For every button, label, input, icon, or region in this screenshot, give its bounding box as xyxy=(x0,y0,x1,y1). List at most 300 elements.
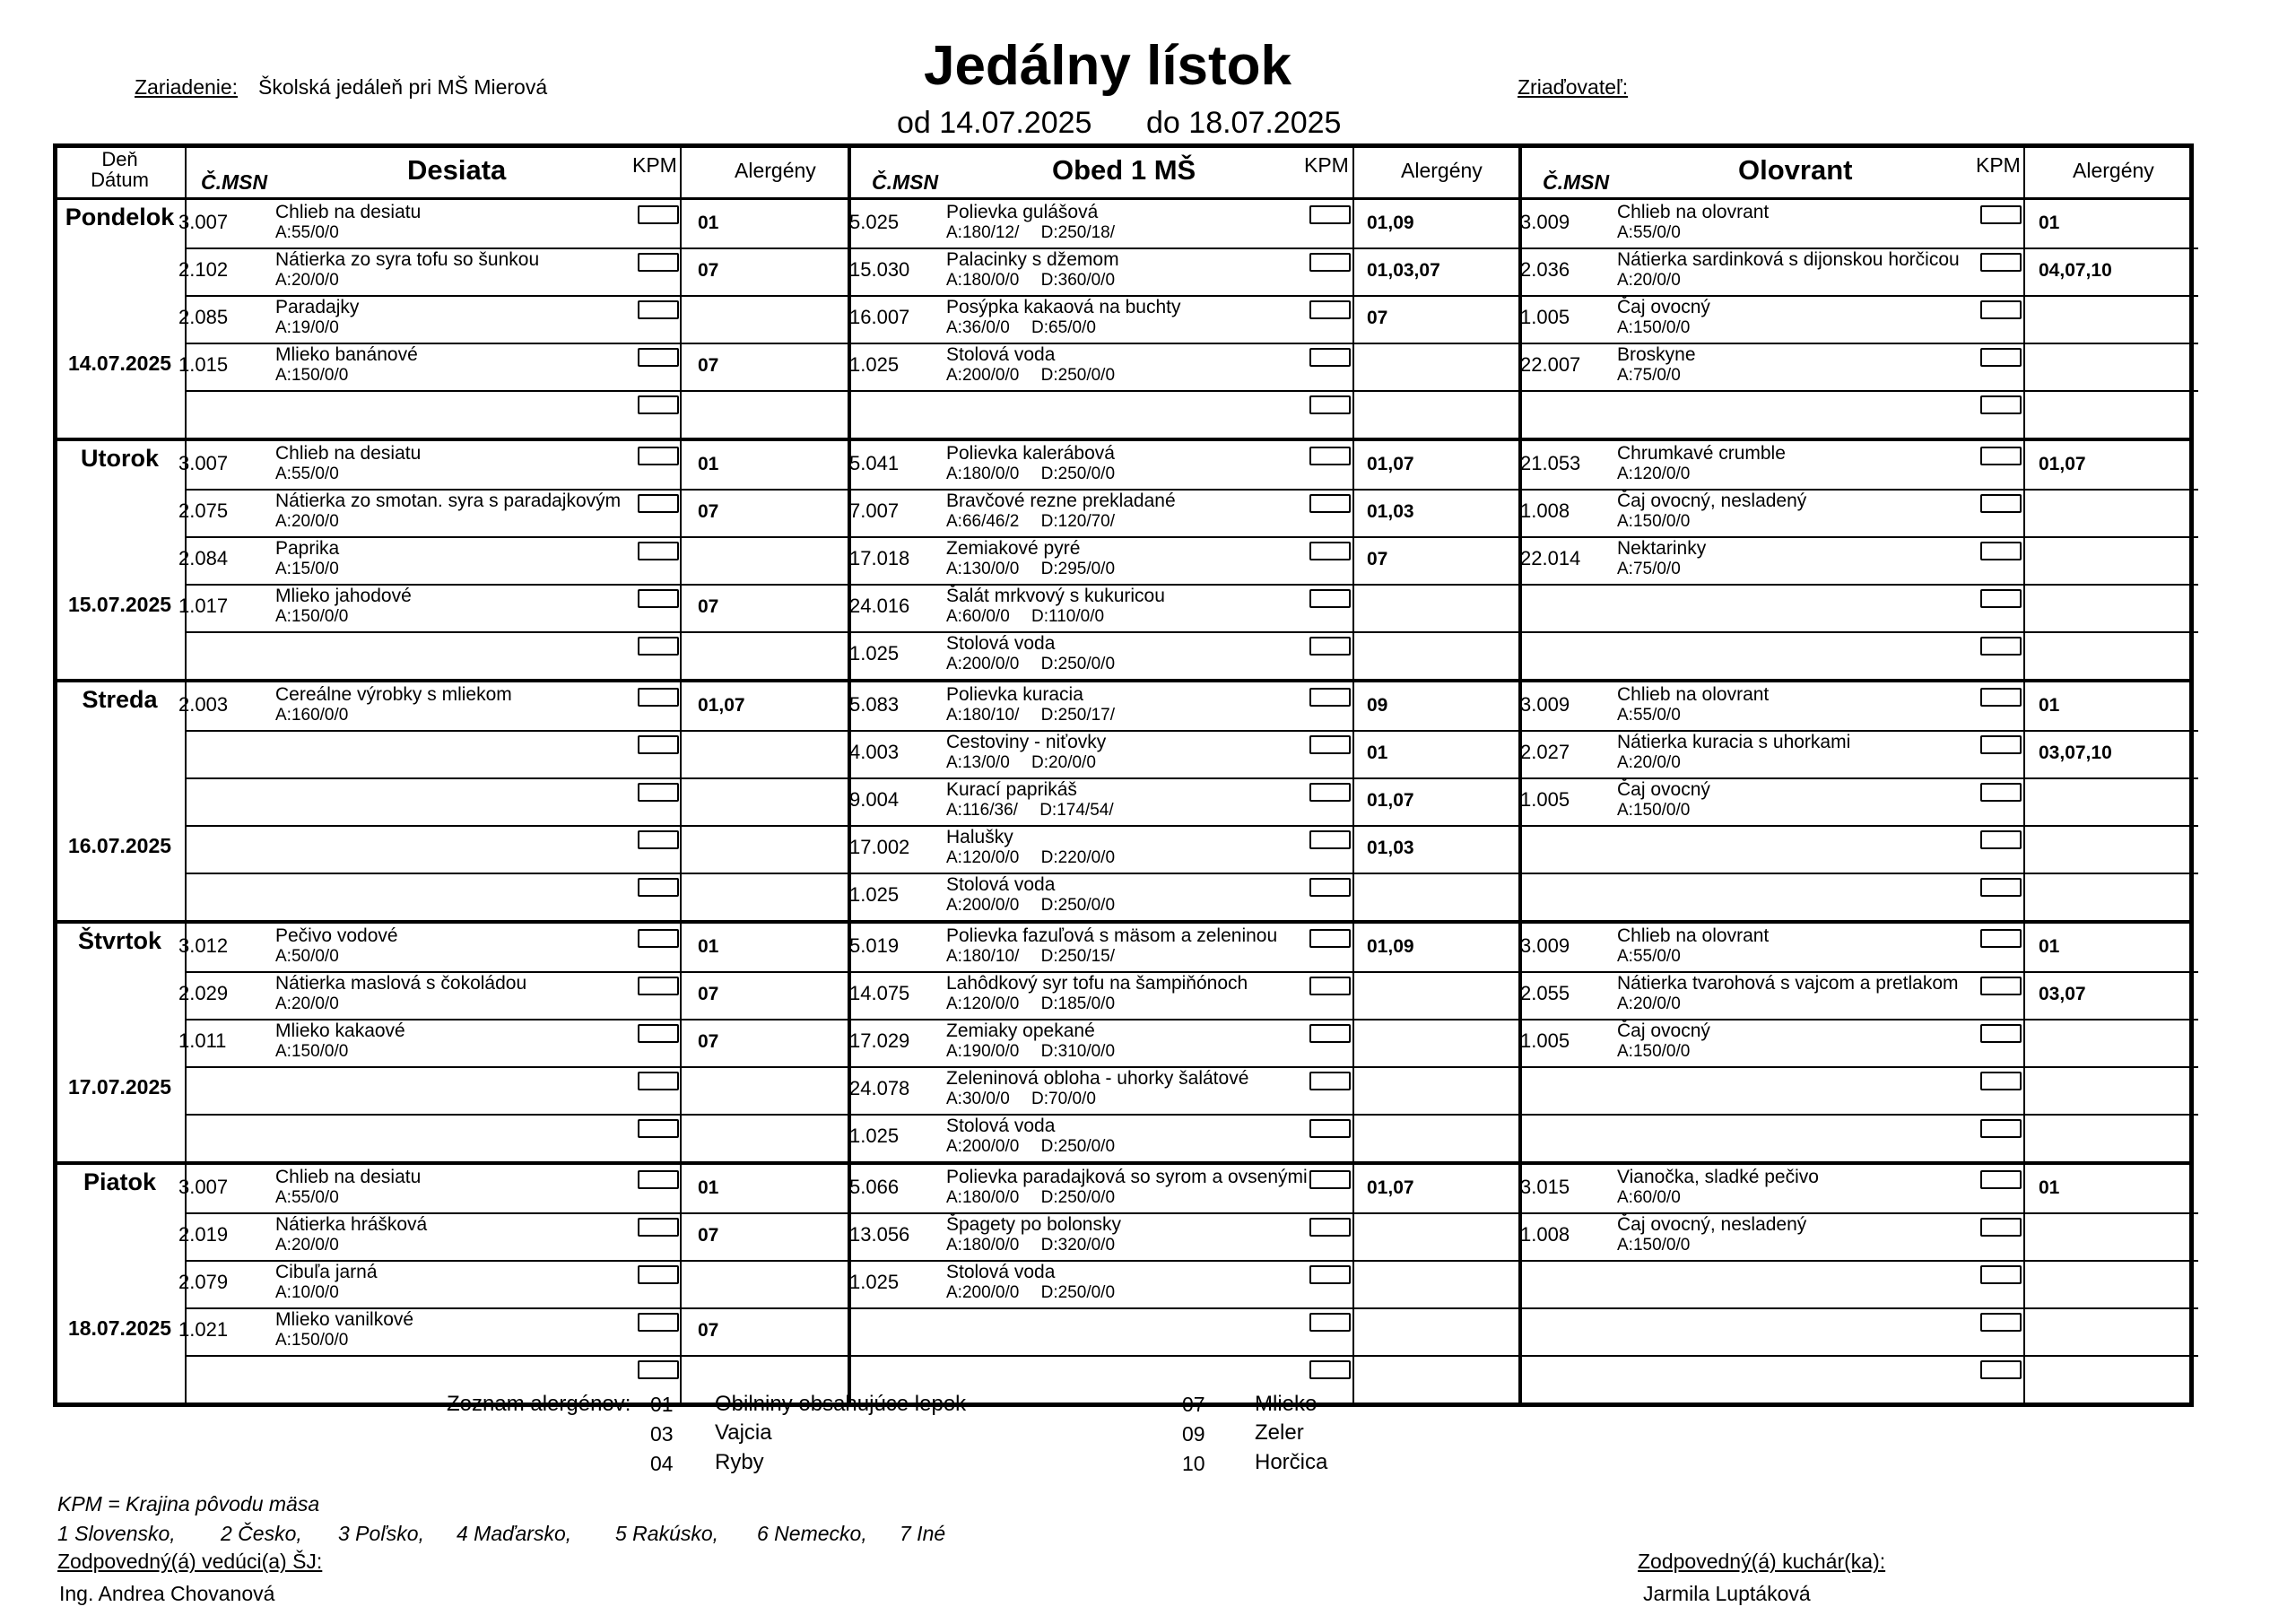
item-name: Nátierka kuracia s uhorkami xyxy=(1617,732,1851,752)
day-name: Piatok xyxy=(83,1168,157,1195)
row-divider xyxy=(1520,873,2198,874)
day-blocks xyxy=(57,200,2189,1403)
day-block xyxy=(57,200,2189,441)
item-code: 5.083 xyxy=(849,693,900,716)
header-cmsn-desiata: Č.MSN xyxy=(201,170,268,194)
item-name: Paprika xyxy=(275,538,340,559)
kpm-box[interactable] xyxy=(1980,1072,2022,1090)
item-portion: A:200/0/0 D:250/0/0 xyxy=(946,655,1116,673)
divider xyxy=(680,441,682,679)
item-portion: A:120/0/0 xyxy=(1617,465,1691,483)
kpm-box[interactable] xyxy=(638,589,679,608)
kpm-box[interactable] xyxy=(1309,878,1351,897)
kpm-box[interactable] xyxy=(1980,253,2022,272)
item-code: 1.005 xyxy=(1520,1029,1570,1052)
row-divider xyxy=(1520,631,2198,633)
kpm-box[interactable] xyxy=(1309,348,1351,367)
allergen-legend-label: Zoznam alergénov: xyxy=(447,1392,631,1416)
item-portion: A:55/0/0 xyxy=(1617,223,1681,242)
kpm-box[interactable] xyxy=(1309,542,1351,560)
kpm-box[interactable] xyxy=(638,1265,679,1284)
item-code: 1.025 xyxy=(849,642,900,664)
table-header xyxy=(57,148,2189,200)
kpm-box[interactable] xyxy=(638,1360,679,1379)
item-code: 3.007 xyxy=(178,1176,229,1198)
header-olovrant: Olovrant xyxy=(1738,154,1853,186)
kpm-box[interactable] xyxy=(638,253,679,272)
item-code: 14.075 xyxy=(849,982,910,1004)
item-name: Nátierka sardinková s dijonskou horčicou xyxy=(1617,249,1960,270)
kpm-box[interactable] xyxy=(1309,1265,1351,1284)
item-name: Mlieko banánové xyxy=(275,344,418,365)
divider xyxy=(2023,924,2025,1161)
item-allergens: 01 xyxy=(2039,213,2060,233)
row-divider xyxy=(185,730,1518,732)
date-to xyxy=(1146,106,1341,141)
allergen-name: Mlieko xyxy=(1255,1392,1318,1416)
allergen-name: Obilniny obsahujúce lepok xyxy=(715,1392,967,1416)
kpm-box[interactable] xyxy=(1309,637,1351,656)
kpm-box[interactable] xyxy=(638,783,679,802)
item-portion: A:190/0/0 D:310/0/0 xyxy=(946,1042,1116,1061)
item-allergens: 01,09 xyxy=(1367,936,1414,957)
kpm-box[interactable] xyxy=(638,1313,679,1332)
kpm-box[interactable] xyxy=(638,1119,679,1138)
item-name: Chlieb na desiatu xyxy=(275,1167,422,1187)
item-name: Kurací paprikáš xyxy=(946,779,1077,800)
kpm-box[interactable] xyxy=(1980,929,2022,948)
item-allergens: 07 xyxy=(698,984,719,1004)
kpm-box[interactable] xyxy=(638,637,679,656)
item-allergens: 03,07 xyxy=(2039,984,2086,1004)
cook-label: Zodpovedný(á) kuchár(ka): xyxy=(1638,1550,1886,1573)
item-allergens: 01,07 xyxy=(1367,1177,1414,1198)
item-name: Nátierka tvarohová s vajcom a pretlakom xyxy=(1617,973,1959,994)
divider xyxy=(1352,924,1354,1161)
kpm-box[interactable] xyxy=(1309,1170,1351,1189)
kpm-box[interactable] xyxy=(1980,688,2022,707)
item-code: 7.007 xyxy=(849,499,900,522)
item-code: 2.084 xyxy=(178,547,229,569)
item-name: Pečivo vodové xyxy=(275,925,398,946)
kpm-box[interactable] xyxy=(1980,1360,2022,1379)
item-code: 1.025 xyxy=(849,1271,900,1293)
allergen-name: Vajcia xyxy=(715,1420,772,1445)
day-date: 18.07.2025 xyxy=(67,1316,172,1340)
item-name: Mlieko jahodové xyxy=(275,586,412,606)
item-allergens: 01,03,07 xyxy=(1367,260,1440,281)
item-code: 1.025 xyxy=(849,883,900,906)
kpm-box[interactable] xyxy=(1980,300,2022,319)
item-name: Nektarinky xyxy=(1617,538,1707,559)
kpm-box[interactable] xyxy=(1980,1265,2022,1284)
manager-name: Ing. Andrea Chovanová xyxy=(59,1582,275,1605)
kpm-box[interactable] xyxy=(1309,589,1351,608)
item-portion: A:116/36/ D:174/54/ xyxy=(946,801,1114,820)
item-allergens: 07 xyxy=(698,501,719,522)
kpm-box[interactable] xyxy=(1309,783,1351,802)
kpm-box[interactable] xyxy=(1309,1024,1351,1043)
date-to-value: 18.07.2025 xyxy=(1188,106,1342,140)
item-name: Čaj ovocný, nesladený xyxy=(1617,1214,1807,1235)
kpm-box[interactable] xyxy=(638,830,679,849)
kpm-box[interactable] xyxy=(1980,1313,2022,1332)
item-portion: A:20/0/0 xyxy=(1617,994,1681,1013)
divider xyxy=(1352,682,1354,920)
item-portion: A:55/0/0 xyxy=(275,1188,339,1207)
day-date: 14.07.2025 xyxy=(67,352,172,375)
divider xyxy=(185,682,187,920)
item-code: 1.011 xyxy=(178,1029,227,1052)
kpm-box[interactable] xyxy=(638,447,679,465)
kpm-box[interactable] xyxy=(1980,205,2022,224)
item-allergens: 01,07 xyxy=(1367,790,1414,811)
day-block xyxy=(57,682,2189,924)
kpm-box[interactable] xyxy=(1980,637,2022,656)
item-code: 22.007 xyxy=(1520,353,1581,376)
kpm-box[interactable] xyxy=(1309,929,1351,948)
kpm-box[interactable] xyxy=(638,735,679,754)
header-obed: Obed 1 MŠ xyxy=(1052,154,1196,186)
country-item: 7 Iné xyxy=(900,1522,946,1545)
kpm-box[interactable] xyxy=(638,1072,679,1090)
item-name: Stolová voda xyxy=(946,344,1056,365)
item-name: Cereálne výrobky s mliekom xyxy=(275,684,512,705)
item-code: 5.019 xyxy=(849,934,900,957)
kpm-box[interactable] xyxy=(1309,1119,1351,1138)
kpm-box[interactable] xyxy=(1980,1119,2022,1138)
kpm-box[interactable] xyxy=(638,929,679,948)
kpm-box[interactable] xyxy=(638,348,679,367)
kpm-box[interactable] xyxy=(1309,1360,1351,1379)
item-portion: A:13/0/0 D:20/0/0 xyxy=(946,753,1096,772)
item-portion: A:55/0/0 xyxy=(275,223,339,242)
item-portion: A:75/0/0 xyxy=(1617,366,1681,385)
item-portion: A:160/0/0 xyxy=(275,706,349,725)
item-name: Chlieb na olovrant xyxy=(1617,925,1770,946)
item-name: Vianočka, sladké pečivo xyxy=(1617,1167,1819,1187)
item-code: 1.017 xyxy=(178,595,229,617)
allergen-code: 04 xyxy=(650,1452,674,1475)
divider xyxy=(1352,148,1354,197)
item-portion: A:150/0/0 xyxy=(1617,1042,1691,1061)
item-code: 21.053 xyxy=(1520,452,1581,474)
kpm-box[interactable] xyxy=(1309,205,1351,224)
item-code: 2.027 xyxy=(1520,741,1570,763)
item-name: Cibuľa jarná xyxy=(275,1262,378,1282)
header-kpm-olovrant: KPM xyxy=(1976,153,2021,177)
item-name: Špagety po bolonsky xyxy=(946,1214,1121,1235)
kpm-box[interactable] xyxy=(1980,735,2022,754)
item-code: 1.005 xyxy=(1520,788,1570,811)
kpm-box[interactable] xyxy=(638,1218,679,1237)
item-name: Polievka kuracia xyxy=(946,684,1083,705)
item-code: 2.036 xyxy=(1520,258,1570,281)
item-code: 17.018 xyxy=(849,547,910,569)
kpm-box[interactable] xyxy=(1309,830,1351,849)
row-divider xyxy=(1520,825,2198,827)
row-divider xyxy=(1520,1260,2198,1262)
item-code: 3.015 xyxy=(1520,1176,1570,1198)
kpm-box[interactable] xyxy=(1980,348,2022,367)
item-portion: A:50/0/0 xyxy=(275,947,339,966)
item-portion: A:20/0/0 xyxy=(275,1236,339,1255)
item-code: 3.012 xyxy=(178,934,229,957)
item-allergens: 01 xyxy=(698,936,719,957)
item-allergens: 01 xyxy=(2039,1177,2060,1198)
item-name: Cestoviny - niťovky xyxy=(946,732,1107,752)
row-divider xyxy=(185,873,1518,874)
divider xyxy=(680,924,682,1161)
kpm-box[interactable] xyxy=(638,395,679,414)
item-code: 1.025 xyxy=(849,1125,900,1147)
item-code: 2.003 xyxy=(178,693,229,716)
item-code: 3.007 xyxy=(178,211,229,233)
item-code: 1.015 xyxy=(178,353,229,376)
item-name: Čaj ovocný xyxy=(1617,779,1710,800)
item-allergens: 04,07,10 xyxy=(2039,260,2112,281)
item-code: 1.021 xyxy=(178,1318,229,1341)
page-title: Jedálny lístok xyxy=(923,35,1292,97)
item-portion: A:200/0/0 D:250/0/0 xyxy=(946,366,1116,385)
item-allergens: 01,03 xyxy=(1367,501,1414,522)
day-block xyxy=(57,1165,2189,1403)
item-allergens: 01,07 xyxy=(1367,454,1414,474)
header-kpm-obed: KPM xyxy=(1304,153,1349,177)
item-name: Palacinky s džemom xyxy=(946,249,1119,270)
row-divider xyxy=(1520,1066,2198,1068)
manager-label: Zodpovedný(á) vedúci(a) ŠJ: xyxy=(57,1550,323,1573)
day-date: 15.07.2025 xyxy=(67,593,172,616)
item-allergens: 07 xyxy=(698,260,719,281)
divider xyxy=(2023,1165,2025,1403)
kpm-box[interactable] xyxy=(1980,878,2022,897)
header-day-date xyxy=(57,149,182,190)
kpm-box[interactable] xyxy=(1980,589,2022,608)
item-portion: A:66/46/2 D:120/70/ xyxy=(946,512,1116,531)
item-portion: A:150/0/0 xyxy=(275,607,349,626)
item-portion: A:150/0/0 xyxy=(275,1042,349,1061)
kpm-box[interactable] xyxy=(638,494,679,513)
row-divider xyxy=(185,1260,1518,1262)
item-name: Lahôdkový syr tofu na šampiňónoch xyxy=(946,973,1248,994)
header-kpm-desiata: KPM xyxy=(632,153,677,177)
kpm-box[interactable] xyxy=(638,205,679,224)
header-cmsn-obed: Č.MSN xyxy=(872,170,939,194)
item-name: Stolová voda xyxy=(946,874,1056,895)
header-day: Deň xyxy=(101,148,138,170)
item-allergens: 07 xyxy=(1367,549,1388,569)
row-divider xyxy=(185,825,1518,827)
item-portion: A:19/0/0 xyxy=(275,318,339,337)
header-allergens-olovrant: Alergény xyxy=(2073,159,2154,182)
item-portion: A:20/0/0 xyxy=(275,512,339,531)
kpm-box[interactable] xyxy=(638,1024,679,1043)
allergen-code: 10 xyxy=(1182,1452,1205,1475)
date-from xyxy=(897,106,1091,141)
item-code: 4.003 xyxy=(849,741,900,763)
item-name: Zemiaky opekané xyxy=(946,1020,1095,1041)
kpm-box[interactable] xyxy=(1309,735,1351,754)
kpm-box[interactable] xyxy=(1309,395,1351,414)
item-allergens: 01,09 xyxy=(1367,213,1414,233)
item-name: Mlieko vanilkové xyxy=(275,1309,414,1330)
item-portion: A:55/0/0 xyxy=(275,465,339,483)
item-allergens: 01 xyxy=(698,213,719,233)
item-portion: A:20/0/0 xyxy=(1617,271,1681,290)
item-code: 9.004 xyxy=(849,788,900,811)
day-name: Štvrtok xyxy=(77,927,162,954)
item-code: 24.078 xyxy=(849,1077,910,1099)
item-code: 5.041 xyxy=(849,452,900,474)
item-name: Polievka kalerábová xyxy=(946,443,1115,464)
item-portion: A:180/10/ D:250/17/ xyxy=(946,706,1116,725)
item-allergens: 01 xyxy=(2039,936,2060,957)
item-portion: A:130/0/0 D:295/0/0 xyxy=(946,560,1116,578)
kpm-box[interactable] xyxy=(1980,395,2022,414)
facility-name: Školská jedáleň pri MŠ Mierová xyxy=(258,75,548,99)
item-allergens: 07 xyxy=(698,596,719,617)
row-divider xyxy=(1520,1307,2198,1309)
item-name: Nátierka zo smotan. syra s paradajkovým xyxy=(275,491,622,511)
country-item: 6 Nemecko, xyxy=(757,1522,867,1545)
item-portion: A:200/0/0 D:250/0/0 xyxy=(946,896,1116,915)
day-block xyxy=(57,441,2189,682)
kpm-box[interactable] xyxy=(638,1170,679,1189)
item-name: Chlieb na olovrant xyxy=(1617,202,1770,222)
date-from-prefix: od xyxy=(897,106,931,140)
item-portion: A:75/0/0 xyxy=(1617,560,1681,578)
item-portion: A:150/0/0 xyxy=(1617,318,1691,337)
kpm-box[interactable] xyxy=(1309,1313,1351,1332)
allergen-name: Ryby xyxy=(715,1450,764,1474)
cook-name: Jarmila Luptáková xyxy=(1643,1582,1811,1605)
item-code: 2.019 xyxy=(178,1223,229,1246)
item-allergens: 07 xyxy=(1367,308,1388,328)
item-portion: A:10/0/0 xyxy=(275,1283,339,1302)
item-code: 2.055 xyxy=(1520,982,1570,1004)
item-allergens: 07 xyxy=(698,355,719,376)
divider xyxy=(1352,1165,1354,1403)
divider xyxy=(2023,441,2025,679)
item-portion: A:55/0/0 xyxy=(1617,947,1681,966)
item-code: 2.085 xyxy=(178,306,229,328)
item-name: Šalát mrkvový s kukuricou xyxy=(946,586,1165,606)
country-item: 4 Maďarsko, xyxy=(457,1522,572,1545)
item-allergens: 01 xyxy=(1367,743,1388,763)
item-name: Zemiakové pyré xyxy=(946,538,1081,559)
country-item: 5 Rakúsko, xyxy=(615,1522,719,1545)
item-portion: A:20/0/0 xyxy=(275,994,339,1013)
item-portion: A:180/0/0 D:320/0/0 xyxy=(946,1236,1116,1255)
kpm-box[interactable] xyxy=(1980,830,2022,849)
item-portion: A:180/12/ D:250/18/ xyxy=(946,223,1116,242)
header-desiata: Desiata xyxy=(407,154,507,186)
divider xyxy=(680,1165,682,1403)
item-name: Polievka fazuľová s mäsom a zeleninou xyxy=(946,925,1278,946)
kpm-box[interactable] xyxy=(1980,1170,2022,1189)
day-date: 16.07.2025 xyxy=(67,834,172,857)
item-code: 16.007 xyxy=(849,306,910,328)
item-code: 3.007 xyxy=(178,452,229,474)
item-portion: A:180/0/0 D:250/0/0 xyxy=(946,1188,1116,1207)
header-date: Dátum xyxy=(91,169,149,191)
item-portion: A:60/0/0 D:110/0/0 xyxy=(946,607,1105,626)
kpm-box[interactable] xyxy=(638,688,679,707)
kpm-box[interactable] xyxy=(1980,1218,2022,1237)
kpm-box[interactable] xyxy=(1980,447,2022,465)
item-portion: A:180/0/0 D:360/0/0 xyxy=(946,271,1116,290)
item-portion: A:20/0/0 xyxy=(275,271,339,290)
header-cmsn-olovrant: Č.MSN xyxy=(1543,170,1610,194)
date-to-prefix: do xyxy=(1146,106,1180,140)
item-portion: A:120/0/0 D:220/0/0 xyxy=(946,848,1116,867)
item-name: Chlieb na olovrant xyxy=(1617,684,1770,705)
kpm-box[interactable] xyxy=(1309,253,1351,272)
kpm-box[interactable] xyxy=(1980,977,2022,995)
row-divider xyxy=(1520,1114,2198,1116)
item-name: Zeleninová obloha - uhorky šalátové xyxy=(946,1068,1249,1089)
kpm-box[interactable] xyxy=(1309,300,1351,319)
kpm-box[interactable] xyxy=(1309,447,1351,465)
kpm-box[interactable] xyxy=(638,542,679,560)
header-allergens-obed: Alergény xyxy=(1401,159,1483,182)
kpm-box[interactable] xyxy=(638,300,679,319)
item-portion: A:200/0/0 D:250/0/0 xyxy=(946,1283,1116,1302)
divider xyxy=(2023,148,2025,197)
item-name: Nátierka zo syra tofu so šunkou xyxy=(275,249,540,270)
item-name: Stolová voda xyxy=(946,1262,1056,1282)
item-code: 3.009 xyxy=(1520,211,1570,233)
item-portion: A:180/10/ D:250/15/ xyxy=(946,947,1116,966)
item-code: 2.102 xyxy=(178,258,229,281)
kpm-box[interactable] xyxy=(1980,542,2022,560)
day-name: Streda xyxy=(82,686,158,713)
item-code: 17.002 xyxy=(849,836,910,858)
kpm-box[interactable] xyxy=(1309,977,1351,995)
item-name: Bravčové rezne prekladané xyxy=(946,491,1176,511)
item-code: 13.056 xyxy=(849,1223,910,1246)
divider xyxy=(2023,200,2025,438)
kpm-box[interactable] xyxy=(1309,688,1351,707)
kpm-box[interactable] xyxy=(1980,1024,2022,1043)
item-allergens: 07 xyxy=(698,1225,719,1246)
item-allergens: 03,07,10 xyxy=(2039,743,2112,763)
row-divider xyxy=(185,390,1518,392)
allergen-name: Zeler xyxy=(1255,1420,1304,1445)
item-code: 1.008 xyxy=(1520,1223,1570,1246)
day-date: 17.07.2025 xyxy=(67,1075,172,1099)
item-name: Stolová voda xyxy=(946,633,1056,654)
kpm-box[interactable] xyxy=(638,977,679,995)
kpm-box[interactable] xyxy=(638,878,679,897)
item-allergens: 01 xyxy=(698,454,719,474)
row-divider xyxy=(1520,1355,2198,1357)
row-divider xyxy=(185,631,1518,633)
item-allergens: 09 xyxy=(1367,695,1388,716)
allergen-code: 01 xyxy=(650,1393,674,1416)
kpm-box[interactable] xyxy=(1309,494,1351,513)
country-item: 1 Slovensko, xyxy=(57,1522,176,1545)
item-name: Polievka paradajková so syrom a ovsenými xyxy=(946,1167,1308,1187)
kpm-box[interactable] xyxy=(1309,1072,1351,1090)
kpm-box[interactable] xyxy=(1309,1218,1351,1237)
kpm-box[interactable] xyxy=(1980,494,2022,513)
facility-label: Zariadenie: xyxy=(135,75,239,99)
date-from-value: 14.07.2025 xyxy=(939,106,1092,140)
item-name: Halušky xyxy=(946,827,1013,847)
kpm-box[interactable] xyxy=(1980,783,2022,802)
